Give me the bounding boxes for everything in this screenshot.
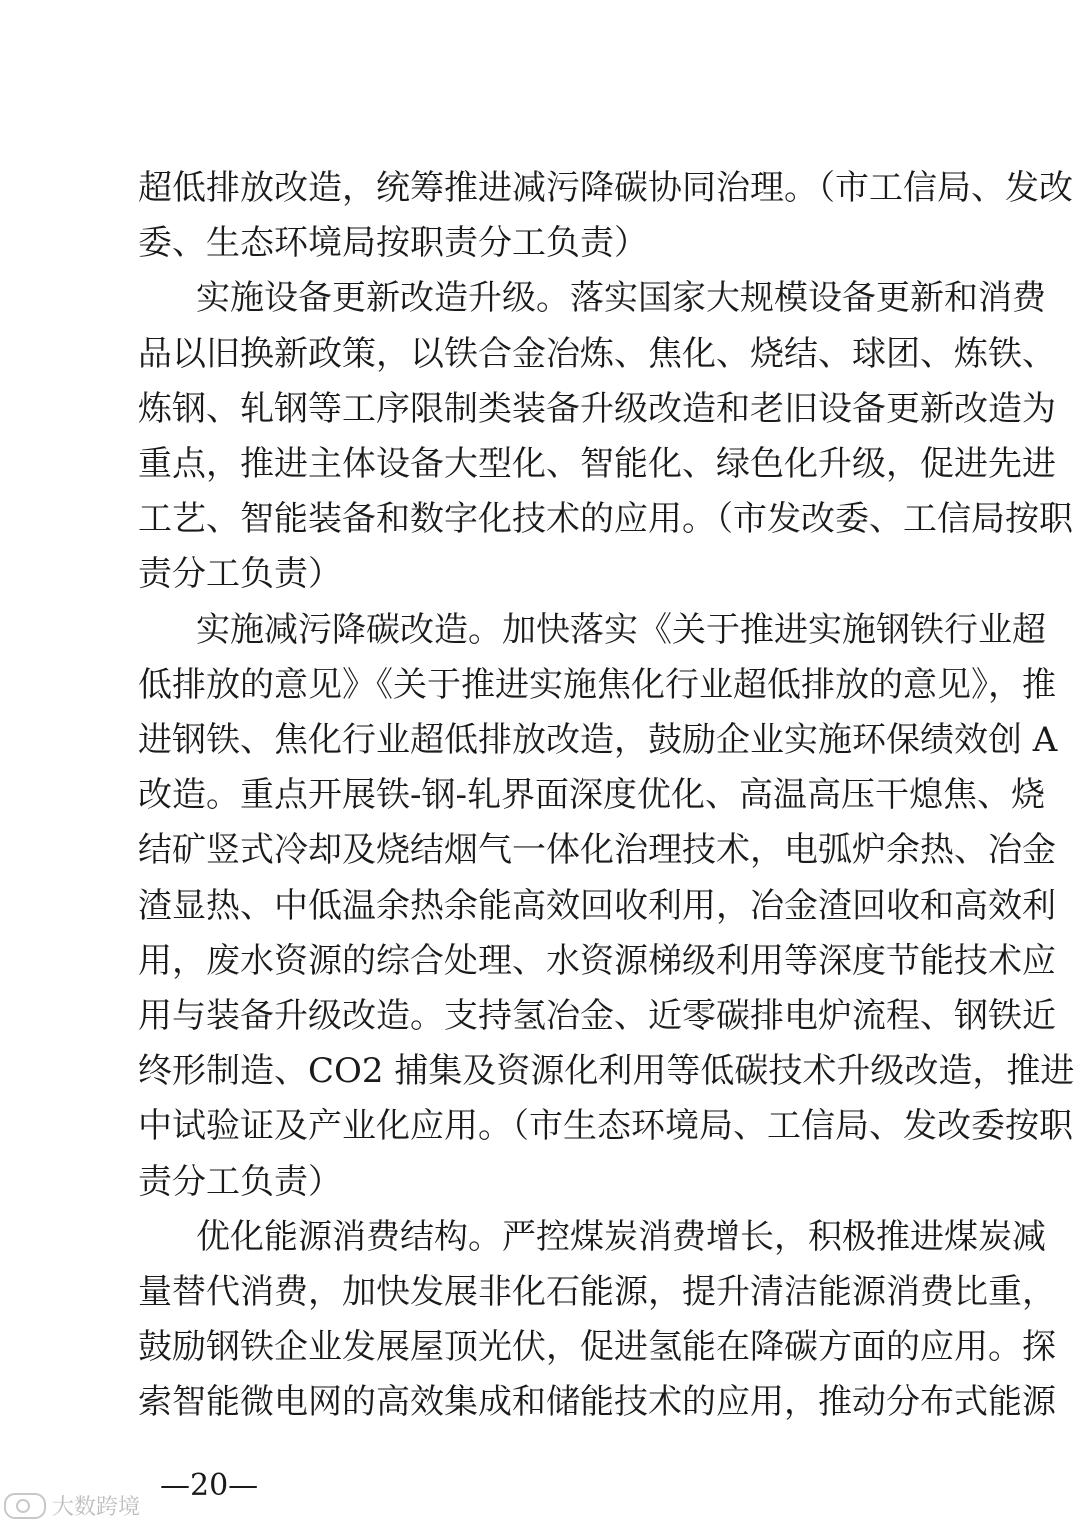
text-line: 委、生态环境局按职责分工负责） — [138, 223, 648, 263]
text-line: 改造。重点开展铁-钢-轧界面深度优化、高温高压干熄焦、烧 — [138, 775, 1045, 815]
text-line: 工艺、智能装备和数字化技术的应用。（市发改委、工信局按职 — [138, 499, 1073, 539]
text-line: 索智能微电网的高效集成和储能技术的应用，推动分布式能源 — [138, 1382, 1056, 1422]
text-line: 结矿竖式冷却及烧结烟气一体化治理技术，电弧炉余热、冶金 — [138, 830, 1056, 870]
text-line: 品以旧换新政策，以铁合金冶炼、焦化、烧结、球团、炼铁、 — [138, 334, 1056, 374]
text-line: 责分工负责） — [138, 554, 342, 594]
text-line: 量替代消费，加快发展非化石能源，提升清洁能源消费比重， — [138, 1272, 1056, 1312]
text-line: 进钢铁、焦化行业超低排放改造，鼓励企业实施环保绩效创 A — [138, 720, 1058, 760]
text-line: 责分工负责） — [138, 1162, 342, 1202]
text-line: 超低排放改造，统筹推进减污降碳协同治理。（市工信局、发改 — [138, 168, 1073, 208]
text-line: 渣显热、中低温余热余能高效回收利用，冶金渣回收和高效利 — [138, 886, 1056, 926]
text-line: 炼钢、轧钢等工序限制类装备升级改造和老旧设备更新改造为 — [138, 389, 1056, 429]
text-line: 实施减污降碳改造。加快落实《关于推进实施钢铁行业超 — [196, 610, 1046, 650]
text-line: 用与装备升级改造。支持氢冶金、近零碳排电炉流程、钢铁近 — [138, 996, 1056, 1036]
watermark-text: 大数跨境 — [52, 1495, 141, 1520]
text-line: 终形制造、CO2 捕集及资源化利用等低碳技术升级改造，推进 — [138, 1051, 1075, 1091]
text-line: 中试验证及产业化应用。（市生态环境局、工信局、发改委按职 — [138, 1106, 1073, 1146]
text-line: 用，废水资源的综合处理、水资源梯级利用等深度节能技术应 — [138, 941, 1056, 981]
page-number: —20— — [160, 1468, 259, 1503]
watermark-logo-icon — [4, 1493, 46, 1519]
text-line: 鼓励钢铁企业发展屋顶光伏，促进氢能在降碳方面的应用。探 — [138, 1327, 1056, 1367]
text-line: 优化能源消费结构。严控煤炭消费增长，积极推进煤炭减 — [196, 1217, 1046, 1257]
text-line: 实施设备更新改造升级。落实国家大规模设备更新和消费 — [196, 278, 1046, 318]
text-line: 重点，推进主体设备大型化、智能化、绿色化升级，促进先进 — [138, 444, 1056, 484]
watermark — [4, 1490, 140, 1521]
text-line: 低排放的意见》《关于推进实施焦化行业超低排放的意见》，推 — [138, 665, 1056, 705]
